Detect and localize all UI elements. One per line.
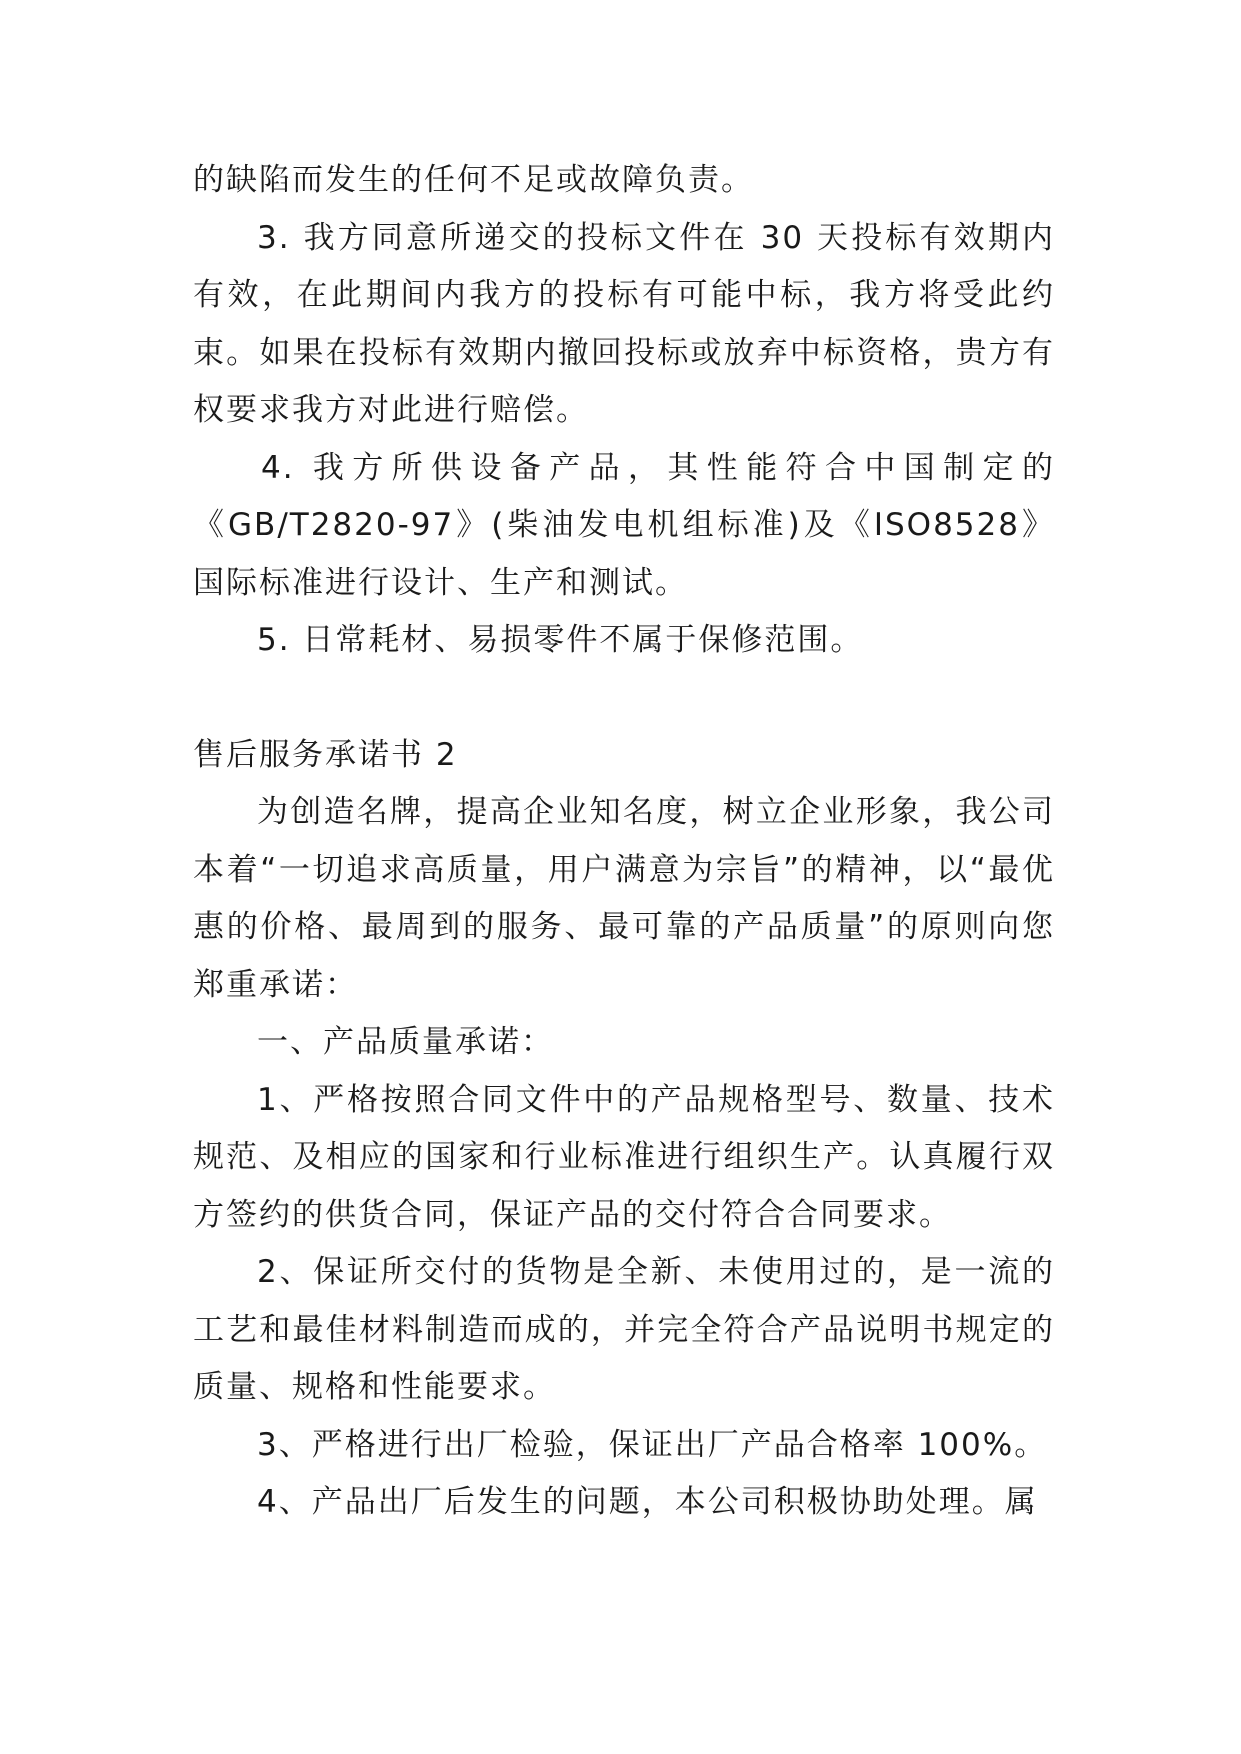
paragraph-item-4: 4、产品出厂后发生的问题，本公司积极协助处理。属 — [257, 1484, 1038, 1520]
section-title: 售后服务承诺书 2 — [193, 736, 458, 773]
paragraph-item-3: 3、严格进行出厂检验，保证出厂产品合格率 100%。 — [257, 1426, 1048, 1463]
section-spacer — [193, 670, 1055, 727]
paragraph-intro: 为创造名牌，提高企业知名度，树立企业形象，我公司本着“一切追求高质量，用户满意为宗旨”的精神，以“最优惠的价格、最周到的服务、最可靠的产品质量”的原则向您郑重承诺： — [193, 794, 1055, 1003]
paragraph-standards: 4. 我方所供设备产品，其性能符合中国制定的《GB/T2820-97》(柴油发电机组标准)及《ISO8528》国际标准进行设计、生产和测试。 — [193, 449, 1055, 601]
paragraph-item-2: 2、保证所交付的货物是全新、未使用过的，是一流的工艺和最佳材料制造而成的，并完全符合产品说明书规定的质量、规格和性能要求。 — [193, 1254, 1055, 1405]
paragraph-bid-validity: 3. 我方同意所递交的投标文件在 30 天投标有效期内有效，在此期间内我方的投标有可能中标，我方将受此约束。如果在投标有效期内撤回投标或放弃中标资格，贵方有权要求我方对此进行赔偿。 — [193, 219, 1055, 428]
paragraph-item-1: 1、严格按照合同文件中的产品规格型号、数量、技术规范、及相应的国家和行业标准进行组织生产。认真履行双方签约的供货合同，保证产品的交付符合合同要求。 — [193, 1081, 1055, 1233]
heading-quality-commitment: 一、产品质量承诺： — [257, 1024, 554, 1060]
document-body — [193, 152, 1055, 1532]
paragraph-defect-continuation: 的缺陷而发生的任何不足或故障负责。 — [193, 162, 754, 198]
paragraph-warranty-exclusion: 5. 日常耗材、易损零件不属于保修范围。 — [257, 622, 864, 658]
